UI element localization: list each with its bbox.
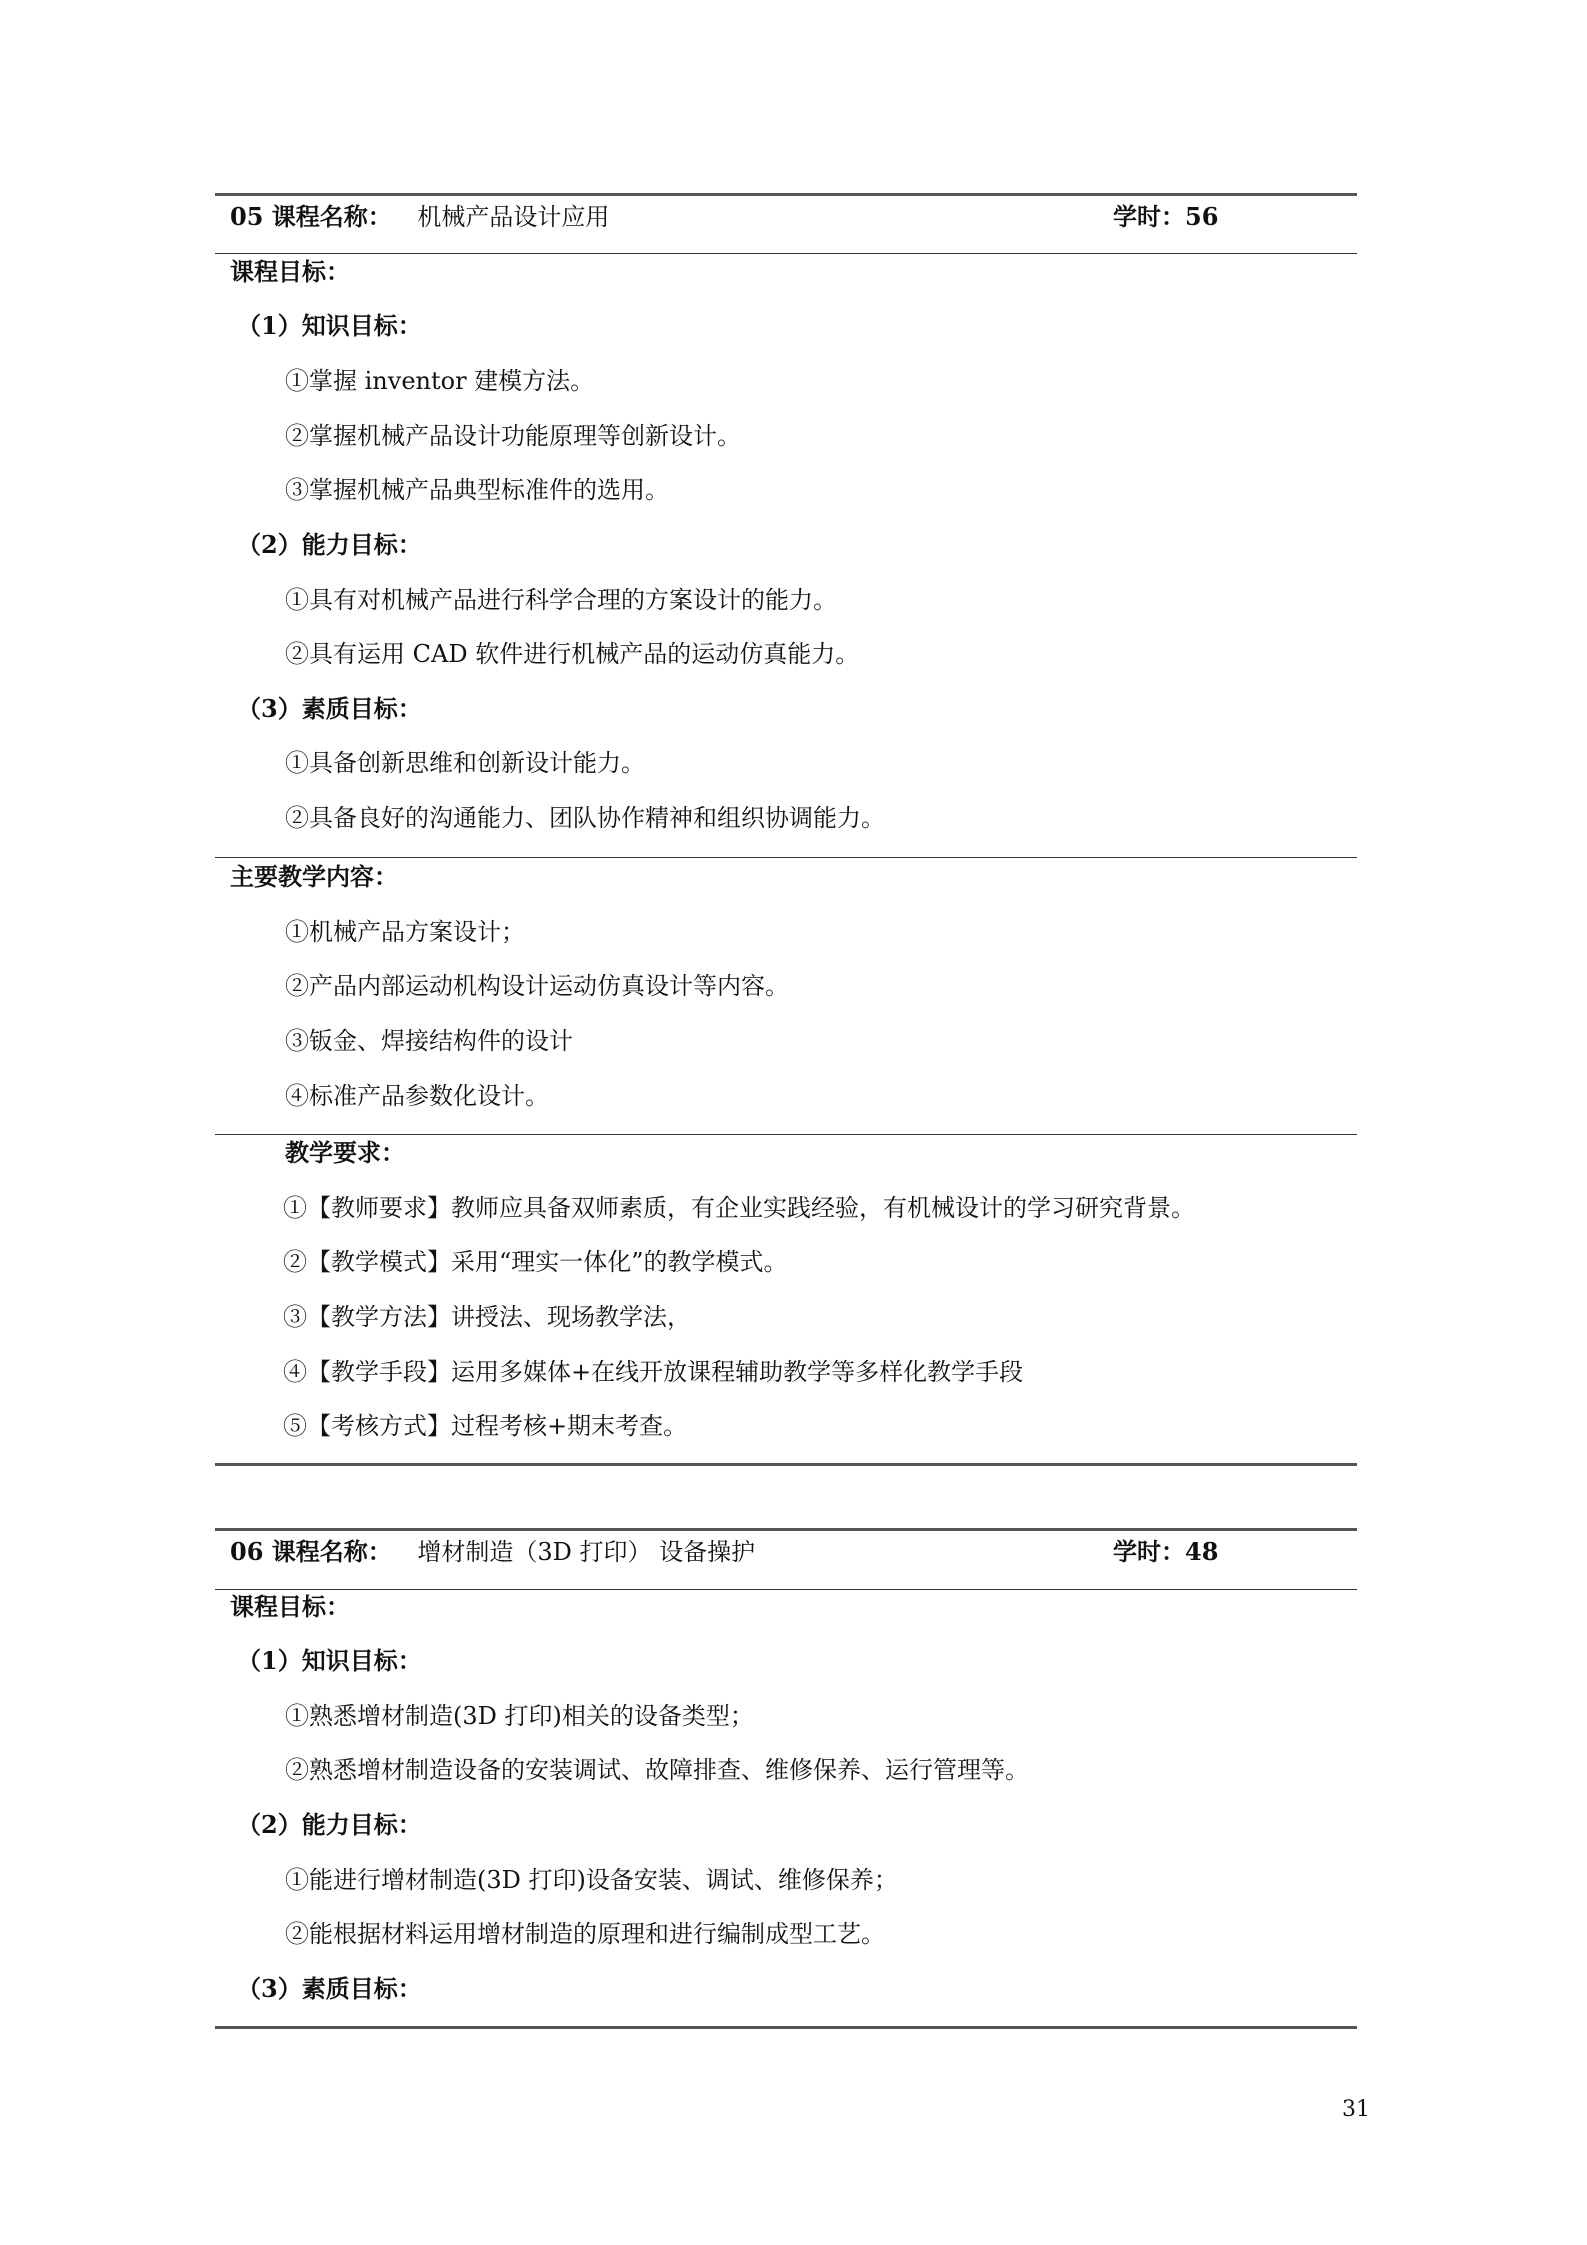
knowledge-heading: （1）知识目标： bbox=[237, 1646, 422, 1675]
course-code-label: 06 课程名称： bbox=[230, 1537, 392, 1566]
course-header-06 bbox=[230, 1536, 755, 1568]
hours-label: 学时： bbox=[1113, 202, 1185, 231]
quality-heading: （3）素质目标： bbox=[237, 1974, 422, 2003]
list-item: ①具备创新思维和创新设计能力。 bbox=[285, 749, 645, 777]
course-name: 机械产品设计应用 bbox=[417, 203, 610, 231]
list-item: ②具备良好的沟通能力、团队协作精神和组织协调能力。 bbox=[285, 804, 885, 832]
course-hours-06 bbox=[1113, 1536, 1218, 1568]
list-item: ④【教学手段】运用多媒体+在线开放课程辅助教学等多样化教学手段 bbox=[283, 1358, 1024, 1386]
quality-heading: （3）素质目标： bbox=[237, 694, 422, 723]
course-header-05 bbox=[230, 201, 609, 233]
list-item: ①【教师要求】教师应具备双师素质，有企业实践经验，有机械设计的学习研究背景。 bbox=[283, 1194, 1195, 1222]
list-item: ④标准产品参数化设计。 bbox=[285, 1082, 549, 1110]
goals-heading: 课程目标： bbox=[230, 257, 350, 286]
list-item: ③【教学方法】讲授法、现场教学法， bbox=[283, 1303, 691, 1331]
course-name: 增材制造（3D 打印） 设备操护 bbox=[417, 1538, 756, 1566]
content-heading: 主要教学内容： bbox=[230, 862, 398, 891]
page-number: 31 bbox=[1342, 2097, 1370, 2122]
hours-label: 学时： bbox=[1113, 1537, 1185, 1566]
list-item: ②产品内部运动机构设计运动仿真设计等内容。 bbox=[285, 972, 789, 1000]
list-item: ②熟悉增材制造设备的安装调试、故障排查、维修保养、运行管理等。 bbox=[285, 1756, 1029, 1784]
list-item: ⑤【考核方式】过程考核+期末考查。 bbox=[283, 1412, 688, 1440]
course-code-label: 05 课程名称： bbox=[230, 202, 392, 231]
ability-heading: （2）能力目标： bbox=[237, 1810, 422, 1839]
table-top-rule bbox=[215, 1528, 1357, 1531]
req-heading: 教学要求： bbox=[285, 1138, 405, 1167]
list-item: ②能根据材料运用增材制造的原理和进行编制成型工艺。 bbox=[285, 1920, 885, 1948]
table-bottom-rule bbox=[215, 1463, 1357, 1466]
list-item: ③钣金、焊接结构件的设计 bbox=[285, 1027, 573, 1055]
table-top-rule bbox=[215, 193, 1357, 196]
table-bottom-rule bbox=[215, 2026, 1357, 2029]
section-divider bbox=[215, 857, 1357, 858]
list-item: ①具有对机械产品进行科学合理的方案设计的能力。 bbox=[285, 586, 837, 614]
list-item: ③掌握机械产品典型标准件的选用。 bbox=[285, 476, 669, 504]
hours-value: 48 bbox=[1185, 1537, 1219, 1566]
hours-value: 56 bbox=[1185, 202, 1219, 231]
ability-heading: （2）能力目标： bbox=[237, 530, 422, 559]
list-item: ②具有运用 CAD 软件进行机械产品的运动仿真能力。 bbox=[285, 640, 860, 668]
section-divider bbox=[215, 1134, 1357, 1135]
goals-heading: 课程目标： bbox=[230, 1592, 350, 1621]
knowledge-heading: （1）知识目标： bbox=[237, 311, 422, 340]
list-item: ②【教学模式】采用“理实一体化”的教学模式。 bbox=[283, 1248, 788, 1276]
header-divider bbox=[215, 1589, 1357, 1590]
list-item: ②掌握机械产品设计功能原理等创新设计。 bbox=[285, 422, 741, 450]
list-item: ①能进行增材制造(3D 打印)设备安装、调试、维修保养； bbox=[285, 1866, 898, 1894]
list-item: ①机械产品方案设计； bbox=[285, 918, 525, 946]
header-divider bbox=[215, 253, 1357, 254]
list-item: ①掌握 inventor 建模方法。 bbox=[285, 367, 595, 395]
course-hours-05 bbox=[1113, 201, 1218, 233]
list-item: ①熟悉增材制造(3D 打印)相关的设备类型； bbox=[285, 1702, 754, 1730]
